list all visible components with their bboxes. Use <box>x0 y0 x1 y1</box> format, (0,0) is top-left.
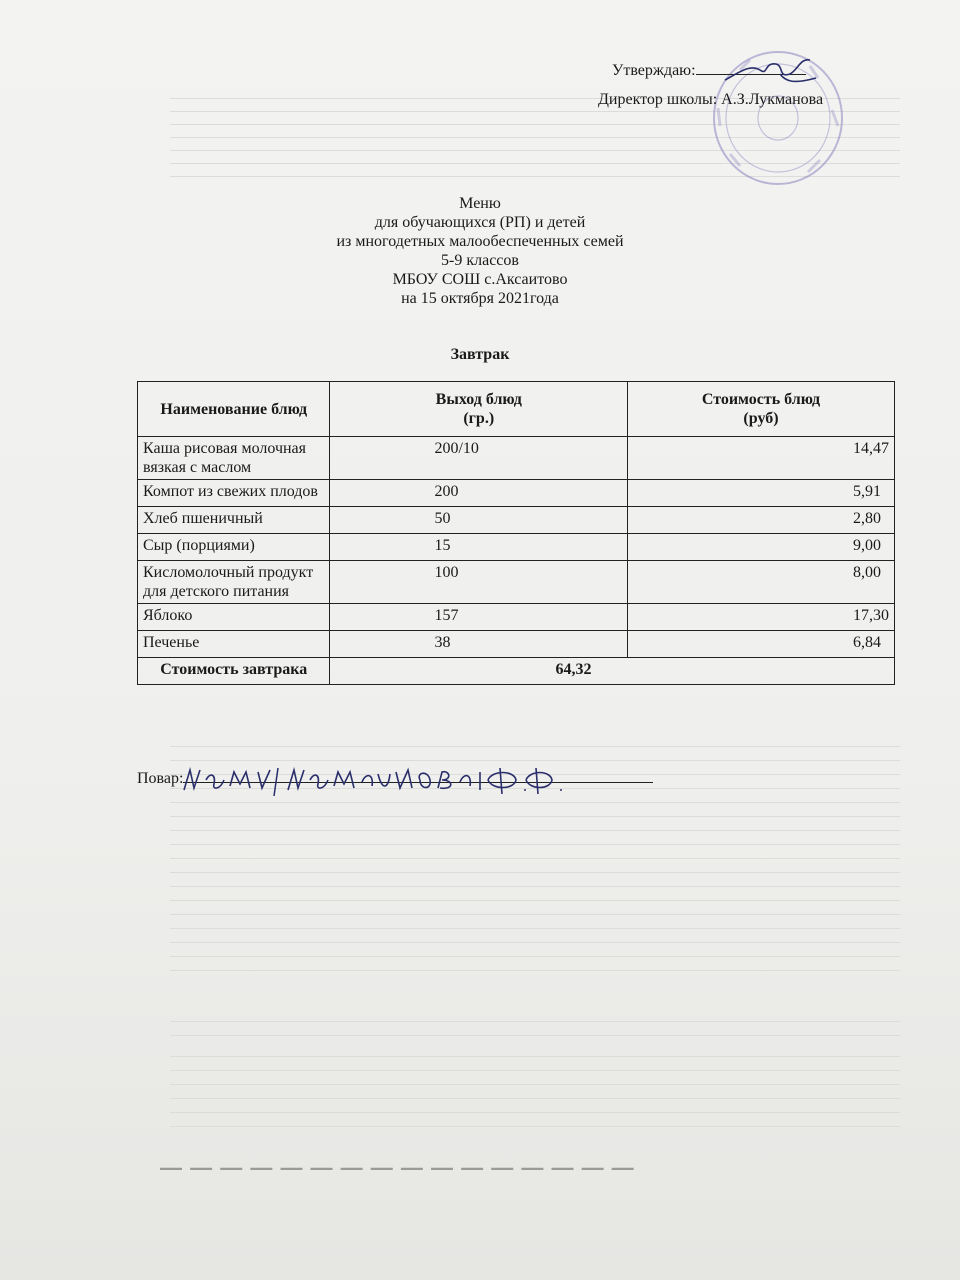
header-cost-label: Стоимость блюд <box>701 391 821 408</box>
dish-cost: 8,00 <box>628 561 895 604</box>
dish-name: Компот из свежих плодов <box>138 480 330 507</box>
header-weight-label: Выход блюд <box>435 391 522 408</box>
dish-name: Кисломолочный продукт для детского питания <box>138 561 330 604</box>
dish-weight: 100 <box>330 561 628 604</box>
total-value: 64,32 <box>330 658 895 685</box>
dish-cost: 14,47 <box>628 437 895 480</box>
table-row <box>138 480 895 507</box>
dish-weight: 15 <box>330 534 628 561</box>
table-row <box>138 437 895 480</box>
director-role: Директор школы: <box>598 91 718 108</box>
header-cost-unit: (руб) <box>743 410 779 427</box>
title-line: из многодетных малообеспеченных семей <box>336 233 624 250</box>
dish-cost: 6,84 <box>628 631 895 658</box>
title-line: на 15 октября 2021года <box>401 290 559 307</box>
dish-name: Яблоко <box>138 604 330 631</box>
meal-heading: Завтрак <box>450 346 510 363</box>
director-name: А.З.Лукманова <box>721 91 824 108</box>
table-row <box>138 631 895 658</box>
total-label: Стоимость завтрака <box>138 658 330 685</box>
menu-table <box>137 381 895 685</box>
table-row <box>138 561 895 604</box>
show-through-text-3 <box>170 1015 900 1145</box>
dish-cost: 9,00 <box>628 534 895 561</box>
header-dish <box>138 382 330 437</box>
director-signature <box>720 52 820 92</box>
table-row <box>138 534 895 561</box>
header-weight <box>330 382 628 437</box>
dish-cost: 17,30 <box>628 604 895 631</box>
header-dish-label: Наименование блюд <box>160 400 308 418</box>
header-cost <box>628 382 895 437</box>
dish-name: Печенье <box>138 631 330 658</box>
title-line: для обучающихся (РП) и детей <box>374 214 586 231</box>
title-line: Меню <box>459 195 501 212</box>
title-line: МБОУ СОШ с.Аксаитово <box>392 271 568 288</box>
reverse-side-heading: — — — — — — — — — — — — — — — — <box>160 1155 635 1180</box>
director-line <box>598 89 823 111</box>
cook-label: Повар: <box>137 770 184 787</box>
dish-weight: 200/10 <box>330 437 628 480</box>
dish-name: Хлеб пшеничный <box>138 507 330 534</box>
approve-label: Утверждаю: <box>612 62 696 79</box>
dish-cost: 2,80 <box>628 507 895 534</box>
dish-name: Каша рисовая молочная вязкая с маслом <box>138 437 330 480</box>
cook-handwritten-signature <box>180 760 620 800</box>
dish-cost: 5,91 <box>628 480 895 507</box>
menu-title <box>0 194 960 308</box>
dish-name: Сыр (порциями) <box>138 534 330 561</box>
table-row <box>138 507 895 534</box>
dish-weight: 200 <box>330 480 628 507</box>
title-line: 5-9 классов <box>441 252 519 269</box>
table-header-row <box>138 382 895 437</box>
dish-weight: 38 <box>330 631 628 658</box>
dish-weight: 157 <box>330 604 628 631</box>
header-weight-unit: (гр.) <box>463 410 495 427</box>
dish-weight: 50 <box>330 507 628 534</box>
total-row <box>138 658 895 685</box>
table-row <box>138 604 895 631</box>
